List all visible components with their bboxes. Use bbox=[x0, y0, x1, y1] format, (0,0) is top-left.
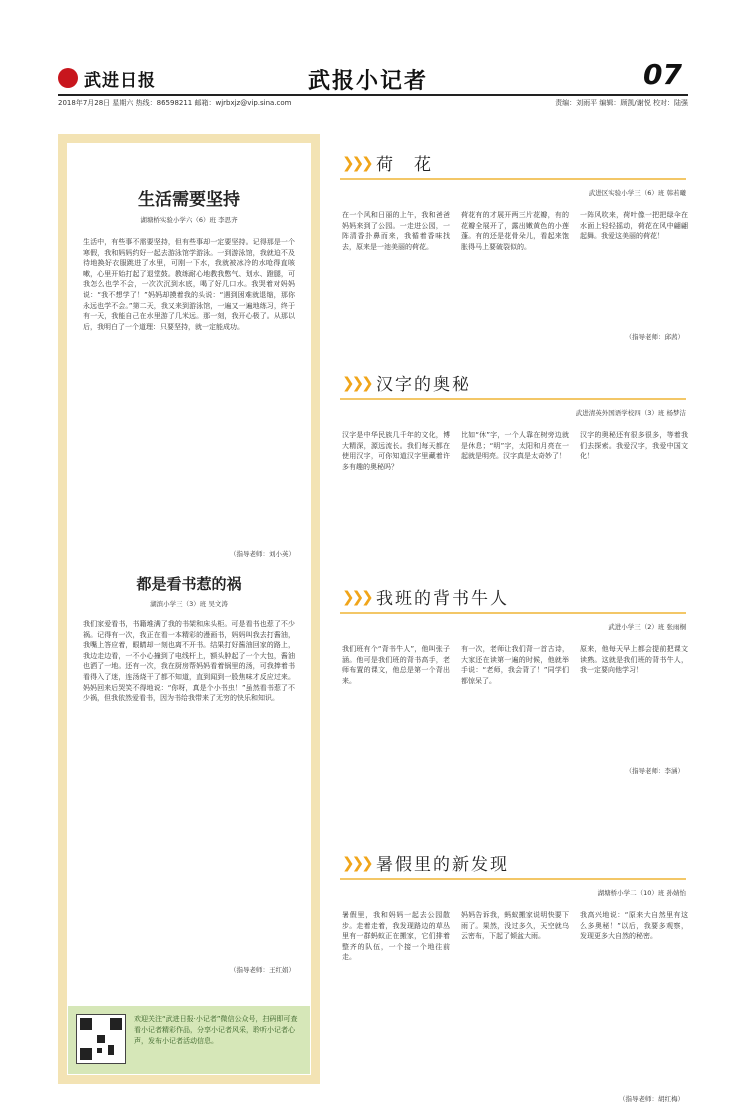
section-text-column: 比如“休”字，一个人靠在树旁边就是休息；“明”字，太阳和月亮在一起就是明亮。汉字真是太奇妙了！ bbox=[461, 431, 569, 461]
section-divider bbox=[340, 612, 686, 614]
section-text-column: 暑假里，我和妈妈一起去公园散步。走着走着，我发现路边的草丛里有一群蚂蚁正在搬家，它们排着整齐的队伍，一个接一个地往前走。 bbox=[342, 911, 450, 962]
section-text-column: 汉字是中华民族几千年的文化，博大精深，源远流长。我们每天都在使用汉字，可你知道汉字里藏着许多有趣的奥秘吗？ bbox=[342, 431, 450, 471]
section-title: 荷 花 bbox=[376, 155, 433, 175]
page-number: 07 bbox=[643, 58, 682, 91]
section-signature: （指导老师：邱茜） bbox=[625, 333, 684, 341]
section-signature: （指导老师：李涵） bbox=[625, 767, 684, 775]
promo-text: 欢迎关注“武进日报·小记者”微信公众号，扫码即可查看小记者精彩作品，分享小记者风采，聆听小记者心声，发布小记者活动信息。 bbox=[134, 1015, 298, 1045]
section-header bbox=[340, 848, 686, 897]
newspaper-logo-icon bbox=[58, 68, 78, 88]
section-byline: 湖塘桥小学二（10）班 孙婧怡 bbox=[597, 889, 686, 897]
masthead-divider bbox=[58, 94, 688, 96]
section-text-column: 我们班有个“背书牛人”，他叫张子涵。他可是我们班的背书高手，老师布置的课文，他总是第一个背出来。 bbox=[342, 645, 450, 685]
section-divider bbox=[340, 178, 686, 180]
article-body: 生活中，有些事不需要坚持，但有些事却一定要坚持。记得那是一个寒假，我和妈妈约好一起去游泳馆学游泳。一到游泳馆，我就迫不及待地换好衣服跳进了水里，可刚一下水，我就被冰冷的水呛得直咳嗽，心里开始打起了退堂鼓。教练耐心地教我憋气、划水、蹬腿，可我怎么也学不会，一次次沉到水底，喝了好几口水。我哭着对妈妈说：“我不想学了！”妈妈却摸着我的头说：“遇到困难就退缩，那你永远也学不会。”第二天，我又来到游泳馆，一遍又一遍地练习，终于有一天，我能自己在水里游了几米远。那一刻，我开心极了。从那以后，我明白了一个道理：只要坚持，就一定能成功。 bbox=[83, 238, 295, 331]
date-line: 2018年7月28日 星期六 热线：86598211 邮箱：wjrbxjz@vip.sina.com bbox=[58, 99, 292, 107]
wechat-promo-banner bbox=[68, 1006, 310, 1074]
section-header bbox=[340, 368, 686, 417]
newspaper-logo: 武进日报 bbox=[84, 71, 156, 91]
section-byline: 武进清英外国语学校四（3）班 杨梦洁 bbox=[575, 409, 686, 417]
section-divider bbox=[340, 398, 686, 400]
section-text-column: 在一个风和日丽的上午，我和爸爸妈妈来到了公园。一走进公园，一阵清香扑鼻而来，我循着香味找去，原来是一池美丽的荷花。 bbox=[342, 211, 450, 251]
article-body: 我们家爱看书，书籍堆满了我的书架和床头柜。可是看书也惹了不少祸。记得有一次，我正在看一本精彩的漫画书，妈妈叫我去打酱油，我嘴上答应着，眼睛却一刻也离不开书。结果打好酱油回家的路上，我边走边看，一不小心撞到了电线杆上，额头肿起了一个大包，酱油也洒了一地。还有一次，我在厨房帮妈妈看着锅里的汤，可我捧着书看得入了迷，连汤烧干了都不知道，直到闻到一股焦味才反应过来。妈妈回来后哭笑不得地说：“你呀，真是个小书虫！”虽然看书惹了不少祸，但我依然爱看书，因为书给我带来了无穷的快乐和知识。 bbox=[83, 620, 295, 703]
section-text-column: 汉字的奥秘还有很多很多，等着我们去探索。我爱汉字，我爱中国文化！ bbox=[580, 431, 688, 461]
article-signature: （指导老师：王红娟） bbox=[230, 966, 295, 974]
section-text-column: 荷花有的才展开两三片花瓣，有的花瓣全展开了，露出嫩黄色的小莲蓬。有的还是花骨朵儿，看起来饱胀得马上要破裂似的。 bbox=[461, 211, 569, 251]
section-header bbox=[340, 582, 686, 631]
section-byline: 武进小学三（2）班 张雨桐 bbox=[608, 623, 686, 631]
qr-code-icon bbox=[76, 1014, 126, 1064]
article-byline: 湖滨小学三（3）班 吴文涛 bbox=[150, 600, 228, 608]
left-column-frame bbox=[58, 134, 320, 1084]
section-text-column: 妈妈告诉我，蚂蚁搬家说明快要下雨了。果然，没过多久，天空就乌云密布，下起了倾盆大雨。 bbox=[461, 911, 569, 941]
section-text-column: 一阵风吹来，荷叶像一把把绿伞在水面上轻轻摇动，荷花在风中翩翩起舞。我爱这美丽的荷花！ bbox=[580, 211, 688, 241]
section-text-column: 我高兴地说：“原来大自然里有这么多奥秘！”以后，我要多观察，发现更多大自然的秘密。 bbox=[580, 911, 688, 941]
article-signature: （指导老师：刘小英） bbox=[230, 550, 295, 558]
section-signature: （指导老师：胡红梅） bbox=[619, 1095, 684, 1103]
section-title: 汉字的奥秘 bbox=[376, 375, 471, 395]
section-text-column: 有一次，老师让我们背一首古诗，大家还在读第一遍的时候，他就举手说：“老师，我会背了！”同学们都惊呆了。 bbox=[461, 645, 569, 685]
article-title: 都是看书惹的祸 bbox=[136, 575, 242, 593]
chevron-right-icon: ❯❯❯ bbox=[342, 154, 371, 172]
chevron-right-icon: ❯❯❯ bbox=[342, 374, 371, 392]
section-byline: 武进区实验小学三（6）班 韩若曦 bbox=[588, 189, 686, 197]
section-header bbox=[340, 148, 686, 197]
section-title: 我班的背书牛人 bbox=[376, 589, 509, 609]
editors-line: 责编：刘雨平 编辑：顾凯/谢悦 校对：陆强 bbox=[555, 99, 688, 107]
section-text-column: 原来，他每天早上都会提前把课文读熟。这就是我们班的背书牛人，我一定要向他学习！ bbox=[580, 645, 688, 675]
masthead bbox=[58, 60, 688, 110]
left-column bbox=[67, 143, 311, 1075]
chevron-right-icon: ❯❯❯ bbox=[342, 588, 371, 606]
section-title: 暑假里的新发现 bbox=[376, 855, 509, 875]
article-byline: 湖塘桥实验小学六（6）班 李思齐 bbox=[140, 216, 238, 224]
chevron-right-icon: ❯❯❯ bbox=[342, 854, 371, 872]
article-title: 生活需要坚持 bbox=[138, 190, 240, 210]
page-section-title: 武报小记者 bbox=[308, 69, 429, 94]
section-divider bbox=[340, 878, 686, 880]
